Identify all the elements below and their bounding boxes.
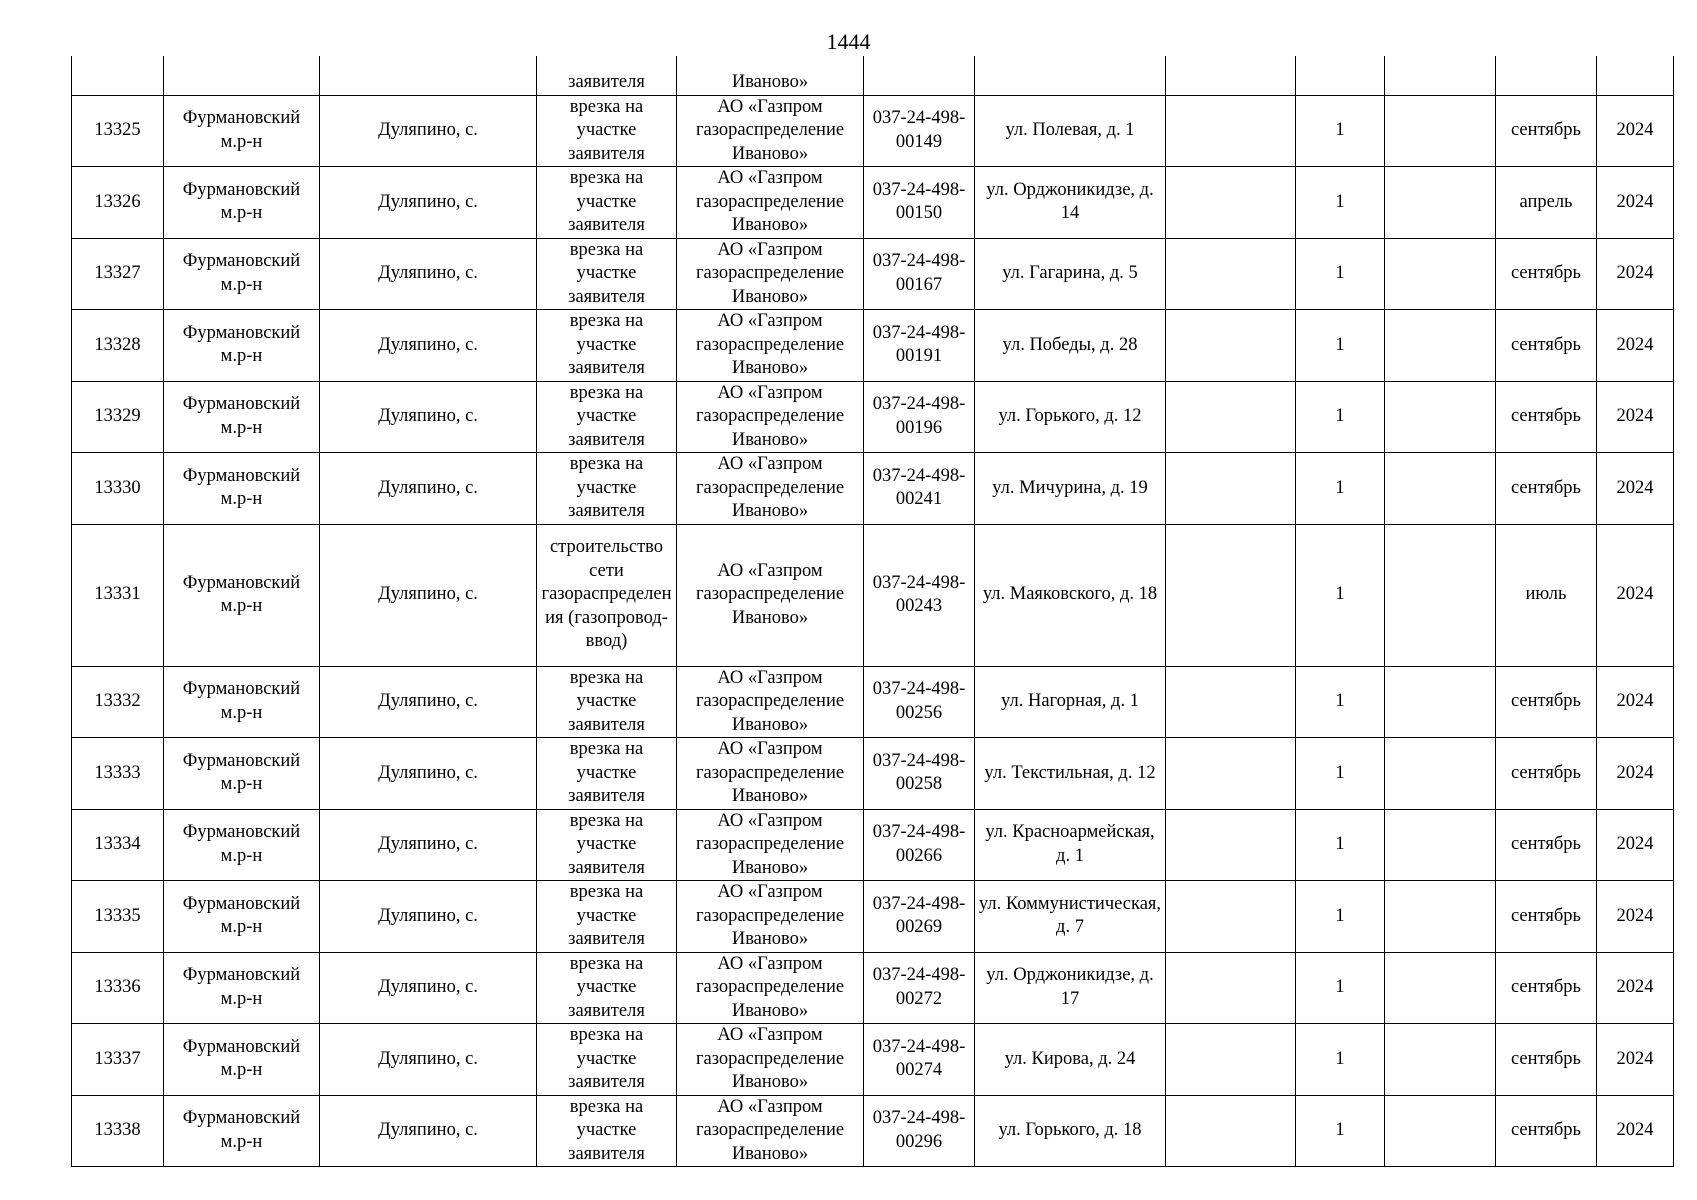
cell-year: 2024 — [1597, 381, 1674, 453]
cell-district: Фурмановский м.р-н — [164, 952, 320, 1024]
cell-code: 037-24-498-00149 — [864, 95, 975, 167]
cell-col10 — [1385, 167, 1496, 239]
cell-qty: 1 — [1296, 809, 1385, 881]
cell-qty: 1 — [1296, 952, 1385, 1024]
cell-code: 037-24-498-00274 — [864, 1024, 975, 1096]
cell-locality: Дуляпино, с. — [320, 310, 537, 382]
cell-code: 037-24-498-00296 — [864, 1095, 975, 1167]
cell-org: АО «Газпром газораспределение Иваново» — [677, 524, 864, 666]
cell-address: ул. Горького, д. 12 — [975, 381, 1166, 453]
cell-qty: 1 — [1296, 95, 1385, 167]
cell-year: 2024 — [1597, 738, 1674, 810]
cell-col8 — [1166, 238, 1296, 310]
cell-id — [72, 56, 164, 95]
cell-address: ул. Горького, д. 18 — [975, 1095, 1166, 1167]
cell-id: 13334 — [72, 809, 164, 881]
cell-id: 13326 — [72, 167, 164, 239]
cell-address: ул. Полевая, д. 1 — [975, 95, 1166, 167]
page-number: 1444 — [826, 29, 871, 54]
cell-year: 2024 — [1597, 95, 1674, 167]
cell-address: ул. Маяковского, д. 18 — [975, 524, 1166, 666]
cell-month: сентябрь — [1496, 95, 1597, 167]
cell-district: Фурмановский м.р-н — [164, 1024, 320, 1096]
cell-col10 — [1385, 310, 1496, 382]
cell-month: сентябрь — [1496, 881, 1597, 953]
cell-type: врезка на участке заявителя — [537, 1024, 677, 1096]
cell-code — [864, 56, 975, 95]
cell-year: 2024 — [1597, 238, 1674, 310]
cell-code: 037-24-498-00167 — [864, 238, 975, 310]
cell-col10 — [1385, 1024, 1496, 1096]
cell-type: врезка на участке заявителя — [537, 809, 677, 881]
cell-year: 2024 — [1597, 453, 1674, 525]
cell-col8 — [1166, 95, 1296, 167]
cell-col10 — [1385, 952, 1496, 1024]
cell-locality: Дуляпино, с. — [320, 881, 537, 953]
cell-org: АО «Газпром газораспределение Иваново» — [677, 310, 864, 382]
cell-month: сентябрь — [1496, 738, 1597, 810]
cell-code: 037-24-498-00191 — [864, 310, 975, 382]
cell-type: врезка на участке заявителя — [537, 167, 677, 239]
cell-type: врезка на участке заявителя — [537, 95, 677, 167]
cell-col10 — [1385, 666, 1496, 738]
cell-month: сентябрь — [1496, 310, 1597, 382]
cell-col8 — [1166, 738, 1296, 810]
cell-district: Фурмановский м.р-н — [164, 666, 320, 738]
connection-register-table — [71, 56, 1674, 1167]
cell-type: врезка на участке заявителя — [537, 881, 677, 953]
cell-district: Фурмановский м.р-н — [164, 167, 320, 239]
cell-id: 13330 — [72, 453, 164, 525]
cell-type: врезка на участке заявителя — [537, 952, 677, 1024]
cell-col10 — [1385, 381, 1496, 453]
cell-district: Фурмановский м.р-н — [164, 453, 320, 525]
cell-qty: 1 — [1296, 453, 1385, 525]
cell-type: врезка на участке заявителя — [537, 666, 677, 738]
cell-address: ул. Текстильная, д. 12 — [975, 738, 1166, 810]
table-body — [72, 56, 1674, 1167]
cell-locality: Дуляпино, с. — [320, 238, 537, 310]
cell-org: АО «Газпром газораспределение Иваново» — [677, 738, 864, 810]
cell-col10 — [1385, 809, 1496, 881]
cell-type: строительство сети газораспределения (газопровод-ввод) — [537, 524, 677, 666]
cell-col8 — [1166, 1024, 1296, 1096]
cell-month: сентябрь — [1496, 381, 1597, 453]
cell-org: Иваново» — [677, 56, 864, 95]
cell-year: 2024 — [1597, 881, 1674, 953]
cell-code: 037-24-498-00256 — [864, 666, 975, 738]
cell-id: 13336 — [72, 952, 164, 1024]
cell-qty: 1 — [1296, 1095, 1385, 1167]
cell-col10 — [1385, 1095, 1496, 1167]
cell-district: Фурмановский м.р-н — [164, 809, 320, 881]
cell-year: 2024 — [1597, 310, 1674, 382]
cell-month: сентябрь — [1496, 238, 1597, 310]
cell-col8 — [1166, 1095, 1296, 1167]
cell-address: ул. Нагорная, д. 1 — [975, 666, 1166, 738]
cell-id: 13335 — [72, 881, 164, 953]
cell-id: 13332 — [72, 666, 164, 738]
cell-month: сентябрь — [1496, 666, 1597, 738]
cell-id: 13325 — [72, 95, 164, 167]
cell-code: 037-24-498-00272 — [864, 952, 975, 1024]
cell-locality: Дуляпино, с. — [320, 95, 537, 167]
table-row — [72, 809, 1674, 881]
cell-col10 — [1385, 238, 1496, 310]
cell-address: ул. Коммунистическая, д. 7 — [975, 881, 1166, 953]
cell-district: Фурмановский м.р-н — [164, 881, 320, 953]
cell-qty: 1 — [1296, 881, 1385, 953]
table-row — [72, 167, 1674, 239]
cell-qty: 1 — [1296, 310, 1385, 382]
cell-locality: Дуляпино, с. — [320, 167, 537, 239]
cell-code: 037-24-498-00266 — [864, 809, 975, 881]
cell-type: врезка на участке заявителя — [537, 453, 677, 525]
cell-col10 — [1385, 56, 1496, 95]
cell-year: 2024 — [1597, 1024, 1674, 1096]
cell-locality: Дуляпино, с. — [320, 952, 537, 1024]
cell-locality: Дуляпино, с. — [320, 809, 537, 881]
cell-id: 13328 — [72, 310, 164, 382]
cell-locality — [320, 56, 537, 95]
cell-district: Фурмановский м.р-н — [164, 738, 320, 810]
cell-org: АО «Газпром газораспределение Иваново» — [677, 1024, 864, 1096]
table-row — [72, 666, 1674, 738]
cell-code: 037-24-498-00243 — [864, 524, 975, 666]
cell-locality: Дуляпино, с. — [320, 1024, 537, 1096]
cell-district: Фурмановский м.р-н — [164, 238, 320, 310]
cell-org: АО «Газпром газораспределение Иваново» — [677, 809, 864, 881]
cell-month: сентябрь — [1496, 952, 1597, 1024]
cell-org: АО «Газпром газораспределение Иваново» — [677, 381, 864, 453]
cell-code: 037-24-498-00150 — [864, 167, 975, 239]
cell-code: 037-24-498-00269 — [864, 881, 975, 953]
cell-district — [164, 56, 320, 95]
cell-locality: Дуляпино, с. — [320, 524, 537, 666]
cell-month: апрель — [1496, 167, 1597, 239]
cell-col8 — [1166, 524, 1296, 666]
cell-locality: Дуляпино, с. — [320, 738, 537, 810]
cell-col8 — [1166, 881, 1296, 953]
cell-locality: Дуляпино, с. — [320, 666, 537, 738]
cell-type: врезка на участке заявителя — [537, 1095, 677, 1167]
cell-locality: Дуляпино, с. — [320, 1095, 537, 1167]
cell-qty: 1 — [1296, 1024, 1385, 1096]
cell-type: врезка на участке заявителя — [537, 310, 677, 382]
cell-org: АО «Газпром газораспределение Иваново» — [677, 952, 864, 1024]
cell-id: 13333 — [72, 738, 164, 810]
cell-col8 — [1166, 666, 1296, 738]
cell-qty — [1296, 56, 1385, 95]
table-row — [72, 453, 1674, 525]
table-row — [72, 952, 1674, 1024]
cell-district: Фурмановский м.р-н — [164, 1095, 320, 1167]
cell-id: 13331 — [72, 524, 164, 666]
cell-col10 — [1385, 881, 1496, 953]
cell-qty: 1 — [1296, 238, 1385, 310]
cell-month: сентябрь — [1496, 1024, 1597, 1096]
cell-locality: Дуляпино, с. — [320, 453, 537, 525]
table-row — [72, 238, 1674, 310]
table-row — [72, 881, 1674, 953]
cell-col8 — [1166, 56, 1296, 95]
cell-col8 — [1166, 381, 1296, 453]
cell-org: АО «Газпром газораспределение Иваново» — [677, 666, 864, 738]
cell-col8 — [1166, 952, 1296, 1024]
cell-address: ул. Победы, д. 28 — [975, 310, 1166, 382]
cell-org: АО «Газпром газораспределение Иваново» — [677, 238, 864, 310]
table-row-continued — [72, 56, 1674, 95]
cell-qty: 1 — [1296, 381, 1385, 453]
cell-col10 — [1385, 738, 1496, 810]
table-row — [72, 381, 1674, 453]
cell-month: июль — [1496, 524, 1597, 666]
table-row — [72, 524, 1674, 666]
cell-org: АО «Газпром газораспределение Иваново» — [677, 453, 864, 525]
cell-org: АО «Газпром газораспределение Иваново» — [677, 1095, 864, 1167]
cell-address: ул. Орджоникидзе, д. 17 — [975, 952, 1166, 1024]
cell-qty: 1 — [1296, 167, 1385, 239]
cell-org: АО «Газпром газораспределение Иваново» — [677, 881, 864, 953]
cell-code: 037-24-498-00258 — [864, 738, 975, 810]
cell-year: 2024 — [1597, 666, 1674, 738]
cell-locality: Дуляпино, с. — [320, 381, 537, 453]
cell-district: Фурмановский м.р-н — [164, 95, 320, 167]
cell-col10 — [1385, 524, 1496, 666]
cell-address — [975, 56, 1166, 95]
cell-address: ул. Красноармейская, д. 1 — [975, 809, 1166, 881]
cell-qty: 1 — [1296, 738, 1385, 810]
cell-org: АО «Газпром газораспределение Иваново» — [677, 167, 864, 239]
cell-qty: 1 — [1296, 666, 1385, 738]
table-row — [72, 310, 1674, 382]
cell-col8 — [1166, 310, 1296, 382]
cell-year: 2024 — [1597, 524, 1674, 666]
cell-type: врезка на участке заявителя — [537, 738, 677, 810]
cell-code: 037-24-498-00241 — [864, 453, 975, 525]
cell-code: 037-24-498-00196 — [864, 381, 975, 453]
cell-type: заявителя — [537, 56, 677, 95]
cell-district: Фурмановский м.р-н — [164, 524, 320, 666]
cell-month — [1496, 56, 1597, 95]
cell-district: Фурмановский м.р-н — [164, 310, 320, 382]
cell-id: 13337 — [72, 1024, 164, 1096]
table-row — [72, 95, 1674, 167]
cell-col10 — [1385, 95, 1496, 167]
cell-id: 13327 — [72, 238, 164, 310]
cell-year: 2024 — [1597, 952, 1674, 1024]
cell-year — [1597, 56, 1674, 95]
cell-col8 — [1166, 809, 1296, 881]
cell-address: ул. Орджоникидзе, д. 14 — [975, 167, 1166, 239]
cell-col10 — [1385, 453, 1496, 525]
cell-address: ул. Кирова, д. 24 — [975, 1024, 1166, 1096]
cell-address: ул. Гагарина, д. 5 — [975, 238, 1166, 310]
cell-address: ул. Мичурина, д. 19 — [975, 453, 1166, 525]
cell-qty: 1 — [1296, 524, 1385, 666]
cell-year: 2024 — [1597, 1095, 1674, 1167]
cell-year: 2024 — [1597, 167, 1674, 239]
cell-id: 13338 — [72, 1095, 164, 1167]
cell-col8 — [1166, 453, 1296, 525]
cell-district: Фурмановский м.р-н — [164, 381, 320, 453]
cell-month: сентябрь — [1496, 809, 1597, 881]
cell-type: врезка на участке заявителя — [537, 238, 677, 310]
table-row — [72, 1024, 1674, 1096]
cell-year: 2024 — [1597, 809, 1674, 881]
table-row — [72, 1095, 1674, 1167]
cell-type: врезка на участке заявителя — [537, 381, 677, 453]
cell-id: 13329 — [72, 381, 164, 453]
cell-month: сентябрь — [1496, 453, 1597, 525]
cell-col8 — [1166, 167, 1296, 239]
cell-month: сентябрь — [1496, 1095, 1597, 1167]
table-row — [72, 738, 1674, 810]
cell-org: АО «Газпром газораспределение Иваново» — [677, 95, 864, 167]
